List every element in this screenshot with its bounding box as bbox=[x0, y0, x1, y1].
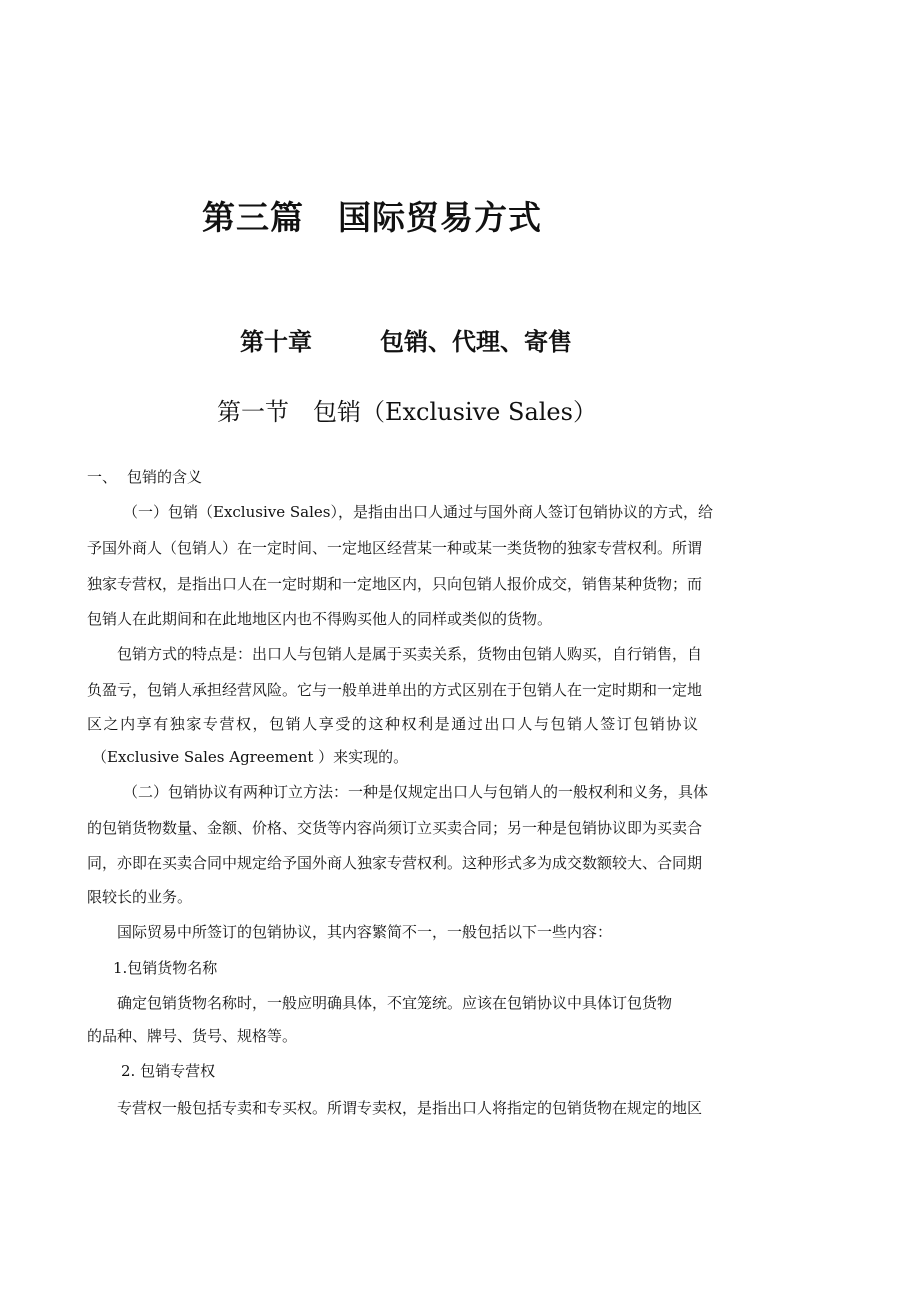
section-title: 第一节 包销（Exclusive Sales） bbox=[217, 398, 597, 426]
part-number: 第三篇 bbox=[202, 198, 304, 237]
chapter-name: 包销、代理、寄售 bbox=[380, 327, 572, 356]
text-line: （二）包销协议有两种订立方法：一种是仅规定出口人与包销人的一般权利和义务，具体 bbox=[123, 783, 709, 801]
text-line: 国际贸易中所签订的包销协议，其内容繁简不一，一般包括以下一些内容： bbox=[117, 923, 613, 941]
text-line: 限较长的业务。 bbox=[87, 888, 193, 906]
part-name: 国际贸易方式 bbox=[338, 198, 542, 237]
list-heading-1: 1.包销货物名称 bbox=[113, 959, 218, 977]
text-line: 包销人在此期间和在此地地区内也不得购买他人的同样或类似的货物。 bbox=[87, 610, 553, 628]
heading-marker: 一、 bbox=[87, 468, 118, 486]
text-line: 专营权一般包括专卖和专买权。所谓专卖权，是指出口人将指定的包销货物在规定的地区 bbox=[117, 1099, 703, 1117]
text-line: 同，亦即在买卖合同中规定给予国外商人独家专营权利。这种形式多为成交数额较大、合同期 bbox=[87, 854, 703, 872]
text-line: 独家专营权，是指出口人在一定时期和一定地区内，只向包销人报价成交，销售某种货物；而 bbox=[87, 575, 703, 593]
heading-text: 包销的含义 bbox=[127, 468, 203, 486]
text-line: 的品种、牌号、货号、规格等。 bbox=[87, 1027, 298, 1045]
text-line: 负盈亏，包销人承担经营风险。它与一般单进单出的方式区别在于包销人在一定时期和一定地 bbox=[87, 681, 703, 699]
text-line: （Exclusive Sales Agreement ）来实现的。 bbox=[92, 748, 409, 766]
heading-1 bbox=[87, 467, 698, 487]
text-line: 予国外商人（包销人）在一定时间、一定地区经营某一种或某一类货物的独家专营权利。所谓 bbox=[87, 539, 703, 557]
chapter-number: 第十章 bbox=[240, 327, 312, 356]
text-line: 包销方式的特点是：出口人与包销人是属于买卖关系，货物由包销人购买，自行销售，自 bbox=[117, 645, 703, 663]
text-line: 确定包销货物名称时，一般应明确具体，不宜笼统。应该在包销协议中具体订包货物 bbox=[117, 994, 673, 1012]
text-line: （一）包销（Exclusive Sales），是指由出口人通过与国外商人签订包销协议的方式，给 bbox=[123, 503, 713, 521]
list-heading-2: 2. 包销专营权 bbox=[121, 1062, 216, 1080]
text-line: 区之内享有独家专营权，包销人享受的这种权利是通过出口人与包销人签订包销协议 bbox=[87, 715, 698, 733]
part-title bbox=[202, 192, 542, 239]
text-line: 的包销货物数量、金额、价格、交货等内容尚须订立买卖合同；另一种是包销协议即为买卖合 bbox=[87, 819, 703, 837]
